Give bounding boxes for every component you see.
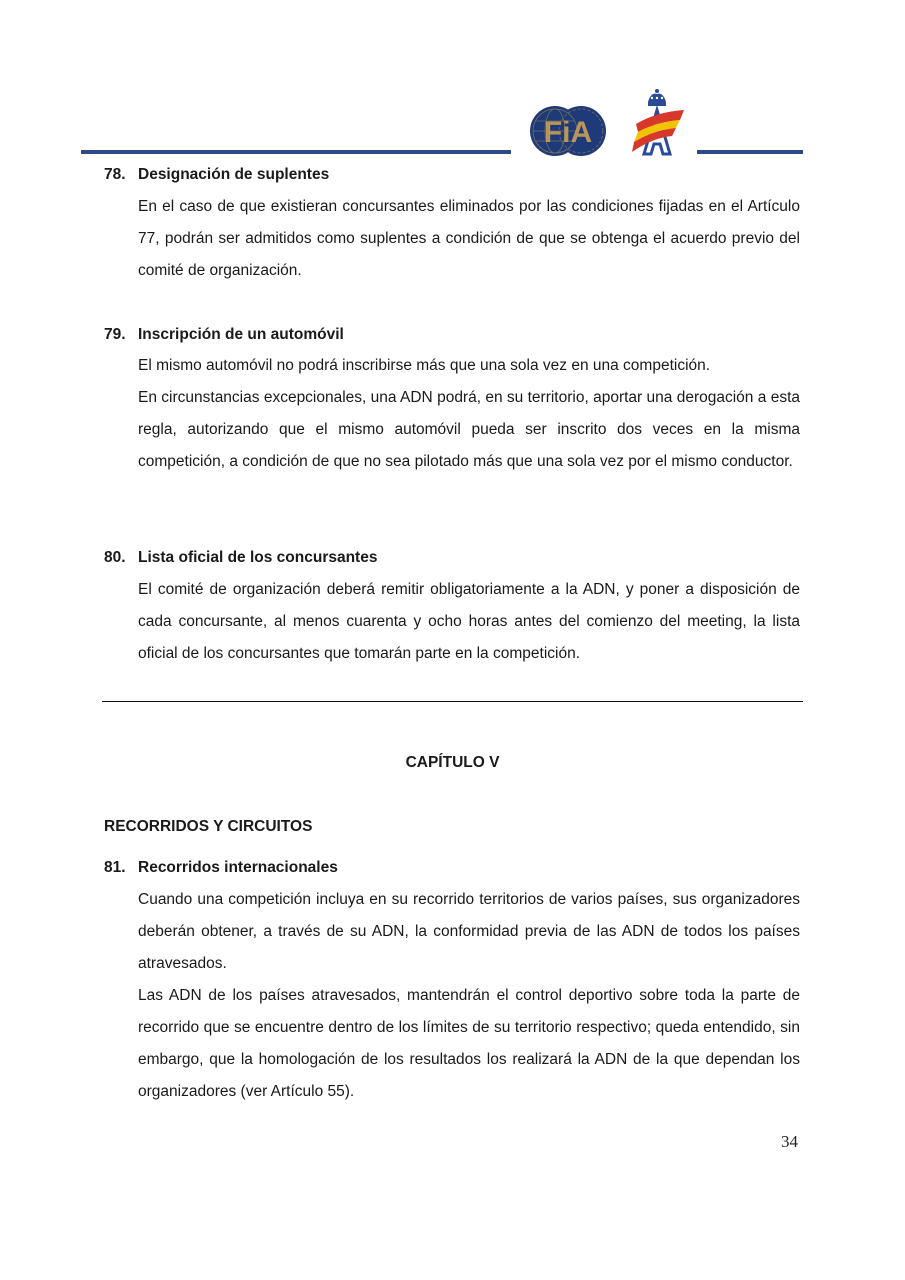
article-number: 81. — [104, 859, 126, 876]
page-number: 34 — [781, 1132, 798, 1151]
article-79-heading — [104, 326, 344, 344]
rfeda-logo-icon — [626, 88, 688, 156]
svg-text:FiA: FiA — [543, 116, 593, 149]
article-79-paragraph-2: En circunstancias excepcionales, una ADN podrá, en su territorio, aportar una derogación a esta regla, autorizando que el mismo automóvil pueda ser inscrito dos veces en la misma competición, a condición de que no sea pilotado más que una sola vez por el mismo conductor. — [138, 389, 800, 470]
article-number: 79. — [104, 326, 126, 343]
article-81-heading — [104, 859, 338, 877]
fia-logo-icon — [528, 104, 608, 158]
article-number: 78. — [104, 166, 126, 183]
chapter-title: CAPÍTULO V — [405, 754, 500, 771]
crown-icon — [648, 89, 666, 106]
article-81-paragraph-1: Cuando una competición incluya en su recorrido territorios de varios países, sus organizadores deberán obtener, a través de su ADN, la conformidad previa de las ADN de todos los países atravesados. — [138, 891, 800, 972]
article-title: Designación de suplentes — [138, 166, 330, 183]
horizontal-rule — [102, 701, 803, 702]
header-rule-right — [697, 150, 803, 154]
article-title: Lista oficial de los concursantes — [138, 549, 378, 566]
article-number: 80. — [104, 549, 126, 566]
article-title: Inscripción de un automóvil — [138, 326, 344, 343]
article-80-paragraph-1: El comité de organización deberá remitir obligatoriamente a la ADN, y poner a disposición de cada concursante, al menos cuarenta y ocho horas antes del comienzo del meeting, la lista oficial de los concursantes que tomarán parte en la competición. — [138, 581, 800, 662]
section-title: RECORRIDOS Y CIRCUITOS — [104, 818, 313, 835]
article-80-heading — [104, 549, 377, 567]
article-81-paragraph-2: Las ADN de los países atravesados, mantendrán el control deportivo sobre toda la parte de recorrido que se encuentre dentro de los límites de su territorio respectivo; queda entendido, sin embargo, que la homologación de los resultados los realizará la ADN de la que dependan los organizadores (ver Artículo 55). — [138, 987, 800, 1100]
article-title: Recorridos internacionales — [138, 859, 338, 876]
article-78-heading — [104, 166, 329, 184]
article-79-paragraph-1: El mismo automóvil no podrá inscribirse más que una sola vez en una competición. — [138, 357, 711, 374]
header-rule-left — [81, 150, 511, 154]
article-78-paragraph-1: En el caso de que existieran concursantes eliminados por las condiciones fijadas en el Artículo 77, podrán ser admitidos como suplentes a condición de que se obtenga el acuerdo previo del comité de organización. — [138, 198, 800, 279]
